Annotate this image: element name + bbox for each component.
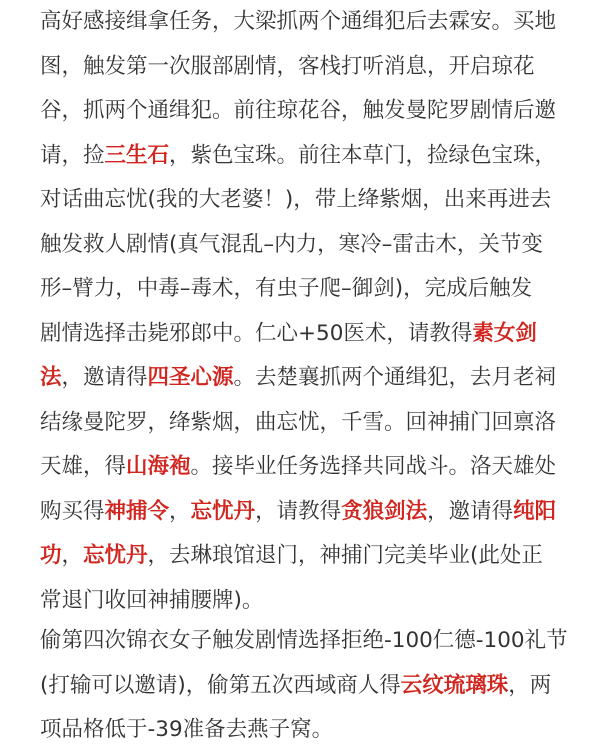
text-line: [40, 45, 570, 90]
text-line: [40, 490, 570, 535]
text-segment: 形–臂力，中毒–毒术，有虫子爬–御剑)，完成后触发: [40, 276, 533, 301]
text-segment: ，: [169, 498, 191, 524]
text-segment: ，邀请得: [61, 365, 148, 390]
highlighted-item-name: 素女剑: [472, 320, 537, 346]
text-segment: ，去琳琅馆退门，神捕门完美毕业(此处正: [147, 543, 543, 568]
text-line: [40, 445, 570, 490]
text-segment: 图，触发第一次服部剧情，客栈打听消息，开启琼花: [40, 53, 535, 79]
highlighted-item-name: 忘忧丹: [83, 543, 148, 568]
text-segment: 偷第四次锦衣女子触发剧情选择拒绝-100仁德-100礼节: [40, 628, 568, 653]
text-segment: 天雄，得: [40, 454, 127, 479]
text-segment: (打输可以邀请)，偷第五次西域商人得: [40, 672, 401, 698]
text-segment: 。去楚襄抓两个通缉犯，去月老祠: [233, 365, 557, 390]
highlighted-item-name: 贪狼剑法: [341, 498, 428, 524]
highlighted-item-name: 纯阳: [513, 498, 557, 524]
highlighted-item-name: 法: [40, 365, 62, 390]
text-segment: 结缘曼陀罗，绛紫烟，曲忘忧，千雪。回神捕门回禀洛: [40, 409, 557, 435]
article-body: [40, 0, 570, 753]
text-segment: 常退门收回神捕腰牌)。: [40, 587, 264, 613]
highlighted-item-name: 功: [40, 543, 62, 568]
highlighted-item-name: 四圣心源: [147, 365, 234, 390]
text-line: [40, 619, 570, 664]
text-segment: 项品格低于-39准备去燕子窝。: [40, 717, 334, 742]
highlighted-item-name: 忘忧丹: [190, 498, 256, 524]
text-segment: 请，捡: [40, 142, 105, 168]
text-segment: ，紫色宝珠。前往本草门，捡绿色宝珠，: [169, 142, 557, 168]
text-segment: 谷，抓两个通缉犯。前往琼花谷，触发曼陀罗剧情后邀: [40, 98, 557, 123]
text-line: [40, 312, 570, 357]
text-line: [40, 89, 570, 134]
text-line: [40, 134, 570, 179]
text-line: [40, 356, 570, 401]
paragraph: [40, 619, 570, 753]
highlighted-item-name: 云纹琉璃珠: [400, 672, 509, 698]
text-segment: 剧情选择击毙邪郎中。仁心+50医术，请教得: [40, 320, 473, 346]
text-line: [40, 708, 570, 753]
text-segment: 对话曲忘忧(我的大老婆！)，带上绛紫烟，出来再进去: [40, 187, 552, 212]
highlighted-item-name: 神捕令: [104, 498, 170, 524]
text-line: [40, 534, 570, 579]
text-line: [40, 0, 570, 45]
text-line: [40, 178, 570, 223]
highlighted-item-name: 三生石: [104, 142, 170, 168]
text-segment: ，两: [508, 672, 552, 698]
text-line: [40, 223, 570, 268]
text-line: [40, 579, 570, 624]
text-segment: ，邀请得: [427, 498, 514, 524]
text-segment: 。接毕业任务选择共同战斗。洛天雄处: [190, 454, 557, 479]
highlighted-item-name: 山海袍: [126, 454, 191, 479]
text-line: [40, 267, 570, 312]
text-segment: ，: [61, 543, 84, 568]
text-segment: ，请教得: [255, 498, 342, 524]
paragraph: [40, 0, 570, 623]
text-line: [40, 664, 570, 709]
text-segment: 触发救人剧情(真气混乱–内力，寒冷–雷击木，关节变: [40, 231, 543, 257]
text-segment: 高好感接缉拿任务，大梁抓两个通缉犯后去霖安。买地: [40, 9, 557, 34]
text-segment: 购买得: [40, 498, 105, 524]
text-line: [40, 401, 570, 446]
